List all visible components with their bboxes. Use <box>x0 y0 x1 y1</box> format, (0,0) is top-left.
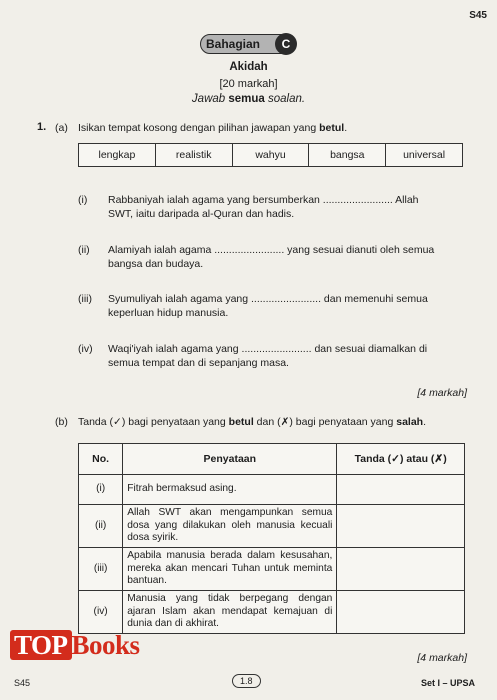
table-header-row <box>79 444 465 475</box>
header-statement: Penyataan <box>123 444 337 475</box>
item-line: semua tempat dan di sepanjang masa. <box>108 357 289 369</box>
row-statement: Fitrah bermaksud asing. <box>123 475 337 505</box>
logo-box: TOP <box>10 630 72 660</box>
part-a-prompt-post: . <box>344 122 348 134</box>
item-line: Waqi'iyah ialah agama yang ........................ dan sesuai diamalkan di <box>108 343 428 355</box>
item-number: (iii) <box>78 293 92 305</box>
table-row <box>79 548 465 591</box>
answer-cell[interactable] <box>337 591 465 634</box>
item-number: (i) <box>78 194 88 206</box>
row-statement: Allah SWT akan mengampunkan semua dosa yang dilakukan oleh manusia kecuali dosa syirik. <box>123 505 337 548</box>
part-b-prompt-a: Tanda (✓) bagi penyataan yang <box>78 416 229 428</box>
instruction-bold: semua <box>228 93 265 105</box>
header-no: No. <box>79 444 123 475</box>
header-mark: Tanda (✓) atau (✗) <box>337 444 465 475</box>
part-a-prompt-bold: betul <box>319 122 345 134</box>
item-line: Alamiyah ialah agama ........................ yang sesuai dianuti oleh semua <box>108 244 435 256</box>
item-text <box>108 292 468 320</box>
item-line: Rabbaniyah ialah agama yang bersumberkan ........................ Allah <box>108 194 419 206</box>
choice-word: universal <box>403 149 446 161</box>
choice-word: wahyu <box>233 144 310 166</box>
logo-tail: Books <box>71 630 140 660</box>
row-number: (iii) <box>79 548 123 591</box>
item-text <box>108 193 468 221</box>
choice-box <box>78 143 463 167</box>
footer-right: Set I – UPSA <box>420 678 475 688</box>
choice-word: bangsa <box>309 144 386 166</box>
item-line: bangsa dan budaya. <box>108 258 204 270</box>
question-number: 1. <box>37 121 47 133</box>
row-statement: Apabila manusia berada dalam kesusahan, mereka akan mencari Tuhan untuk meminta bantuan. <box>123 548 337 591</box>
part-b-prompt-c: dan (✗) bagi penyataan yang <box>253 416 397 428</box>
table-row <box>79 475 465 505</box>
item-line: SWT, iaitu daripada al-Quran dan hadis. <box>108 208 295 220</box>
choice-word: lengkap <box>79 144 156 166</box>
item-text <box>108 243 468 271</box>
part-b-marks: [4 markah] <box>417 652 467 664</box>
row-number: (i) <box>79 475 123 505</box>
instruction-prefix: Jawab <box>191 93 229 105</box>
item-text <box>108 342 468 370</box>
page-number: 1.8 <box>232 674 261 688</box>
instruction <box>0 93 497 105</box>
section-title: Akidah <box>229 61 268 73</box>
choice-word: realistik <box>156 144 233 166</box>
row-number: (iv) <box>79 591 123 634</box>
footer-left: S45 <box>14 678 31 688</box>
table-row <box>79 591 465 634</box>
item-line: keperluan hidup manusia. <box>108 307 229 319</box>
part-b-prompt <box>78 415 426 429</box>
instruction-suffix: soalan. <box>264 93 306 105</box>
statement-table <box>78 443 465 634</box>
item-number: (ii) <box>78 244 90 256</box>
total-marks <box>0 78 497 90</box>
section-label: Bahagian <box>206 37 261 51</box>
part-a-label: (a) <box>55 122 68 134</box>
part-b-prompt-e: . <box>423 416 427 428</box>
answer-cell[interactable] <box>337 475 465 505</box>
item-number: (iv) <box>78 343 93 355</box>
total-marks-text: [20 markah] <box>219 78 278 90</box>
part-b-prompt-b: betul <box>228 416 254 428</box>
part-b-prompt-d: salah <box>396 416 424 428</box>
answer-cell[interactable] <box>337 548 465 591</box>
answer-cell[interactable] <box>337 505 465 548</box>
page-code-top: S45 <box>469 10 487 21</box>
part-a-prompt-pre: Isikan tempat kosong dengan pilihan jawapan yang <box>78 122 320 134</box>
part-b-label: (b) <box>55 416 68 428</box>
section-letter: C <box>275 33 297 55</box>
table-row <box>79 505 465 548</box>
topbooks-logo <box>10 630 140 661</box>
part-a-prompt <box>78 121 347 135</box>
part-a-marks: [4 markah] <box>417 387 467 399</box>
item-line: Syumuliyah ialah agama yang ........................ dan memenuhi semua <box>108 293 428 305</box>
row-number: (ii) <box>79 505 123 548</box>
row-statement: Manusia yang tidak berpegang dengan ajaran Islam akan mendapat kemajuan di dunia dan di akhirat. <box>123 591 337 634</box>
